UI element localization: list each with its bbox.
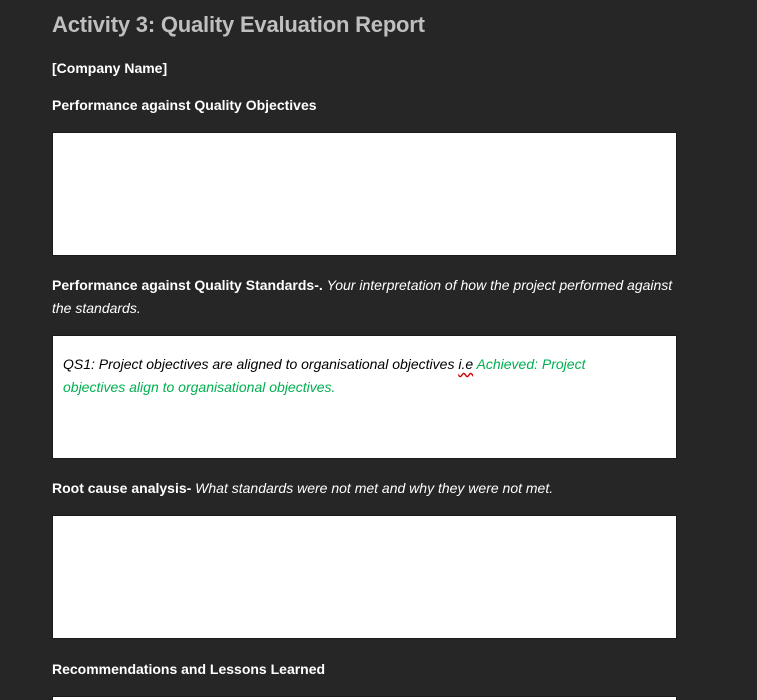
root-cause-text-box[interactable] — [52, 515, 677, 639]
qs1-statement: QS1: Project objectives are aligned to organisational objectives — [63, 356, 459, 372]
section-heading-recommendations — [52, 658, 325, 681]
quality-objectives-text-box[interactable] — [52, 132, 677, 256]
quality-standards-entry — [63, 353, 646, 399]
spellcheck-flagged-word[interactable]: i.e — [458, 356, 474, 372]
section-heading-quality-standards — [52, 274, 682, 320]
section-heading-quality-objectives — [52, 94, 317, 117]
recommendations-text-box[interactable] — [52, 696, 677, 700]
section-heading-label: Root cause analysis- — [52, 480, 192, 496]
company-name-placeholder[interactable]: [Company Name] — [52, 60, 168, 76]
section-heading-root-cause — [52, 477, 553, 500]
section-heading-label: Performance against Quality Objectives — [52, 97, 317, 113]
section-description: What standards were not met and why they were not met. — [195, 480, 554, 496]
section-heading-label: Recommendations and Lessons Learned — [52, 661, 326, 677]
qs1-achieved-note: Achieved: Project objectives align to organisational objectives. — [63, 356, 586, 395]
section-description: Your interpretation of how the project performed against the standards. — [52, 277, 673, 316]
section-heading-label: Performance against Quality Standards-. — [52, 277, 323, 293]
quality-standards-text-box[interactable] — [52, 335, 677, 459]
document-title: Activity 3: Quality Evaluation Report — [52, 12, 425, 37]
